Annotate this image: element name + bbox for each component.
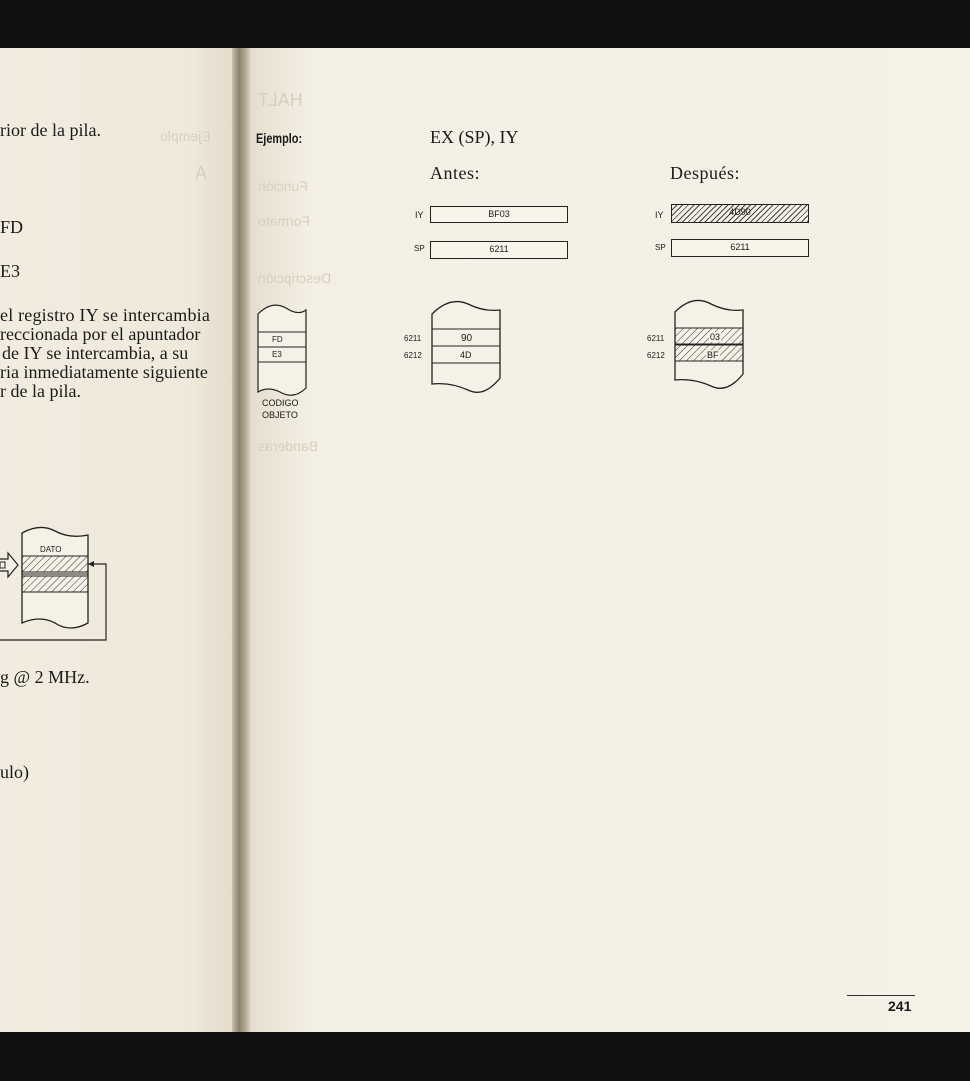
left-text-line: FD: [0, 217, 24, 237]
sp-register-label: SP: [655, 243, 666, 252]
left-text-line: rior de la pila.: [0, 120, 101, 140]
bleed-through-text: Formato: [258, 213, 311, 229]
book-spread: [0, 48, 970, 1032]
memory-after-diagram: [671, 298, 751, 398]
left-text-line: de IY se intercambia, a su: [2, 343, 189, 363]
memory-cell-value: BF: [707, 350, 719, 360]
dato-label: DATO: [40, 545, 62, 554]
book-gutter: [232, 48, 252, 1032]
bleed-through-text: Ejemplo: [160, 128, 211, 144]
left-text-line: r de la pila.: [0, 381, 81, 401]
bleed-through-text: A: [195, 163, 208, 183]
left-text-line: g @ 2 MHz.: [0, 667, 90, 687]
before-label: Antes:: [430, 163, 480, 183]
iy-register-after: 4D90: [671, 204, 809, 223]
bleed-through-text: Descripción: [258, 270, 332, 286]
instruction-text: EX (SP), IY: [430, 127, 519, 147]
bleed-through-text: HALT: [258, 90, 303, 110]
memory-before-diagram: [428, 298, 508, 398]
page-number: 241: [888, 998, 912, 1014]
after-label: Después:: [670, 163, 740, 183]
right-page: [252, 48, 970, 1032]
memory-address-label: 6212: [647, 351, 665, 360]
iy-register-label: IY: [655, 210, 664, 220]
example-heading: Ejemplo:: [256, 130, 303, 146]
memory-cell-value: 03: [710, 332, 721, 342]
page-footer-rule: [847, 995, 915, 996]
left-text-line: E3: [0, 261, 20, 281]
memory-cell-value: 90: [461, 333, 473, 344]
memory-cell-value: 4D: [460, 350, 472, 360]
iy-register-before: BF03: [430, 206, 568, 223]
sp-register-before: 6211: [430, 241, 568, 259]
object-code-diagram: [254, 300, 314, 400]
object-code-byte: E3: [272, 350, 282, 359]
iy-register-label: IY: [415, 210, 424, 220]
left-text-line: reccionada por el apuntador: [0, 324, 201, 344]
memory-address-label: 6211: [404, 334, 422, 343]
memory-address-label: 6211: [647, 334, 665, 343]
sp-register-after: 6211: [671, 239, 809, 257]
left-page: [0, 48, 236, 1032]
bleed-through-text: Función: [258, 178, 308, 194]
left-text-line: el registro IY se intercambia: [0, 305, 211, 325]
sp-register-label: SP: [414, 244, 425, 253]
data-flow-diagram: [0, 523, 236, 663]
object-code-caption: CODIGO: [262, 398, 299, 408]
memory-address-label: 6212: [404, 351, 422, 360]
object-code-caption: OBJETO: [262, 410, 298, 420]
bleed-through-text: Banderas: [258, 438, 318, 454]
object-code-byte: FD: [272, 335, 283, 344]
left-text-line: ulo): [0, 762, 29, 782]
left-text-line: ria inmediatamente siguiente: [0, 362, 208, 382]
